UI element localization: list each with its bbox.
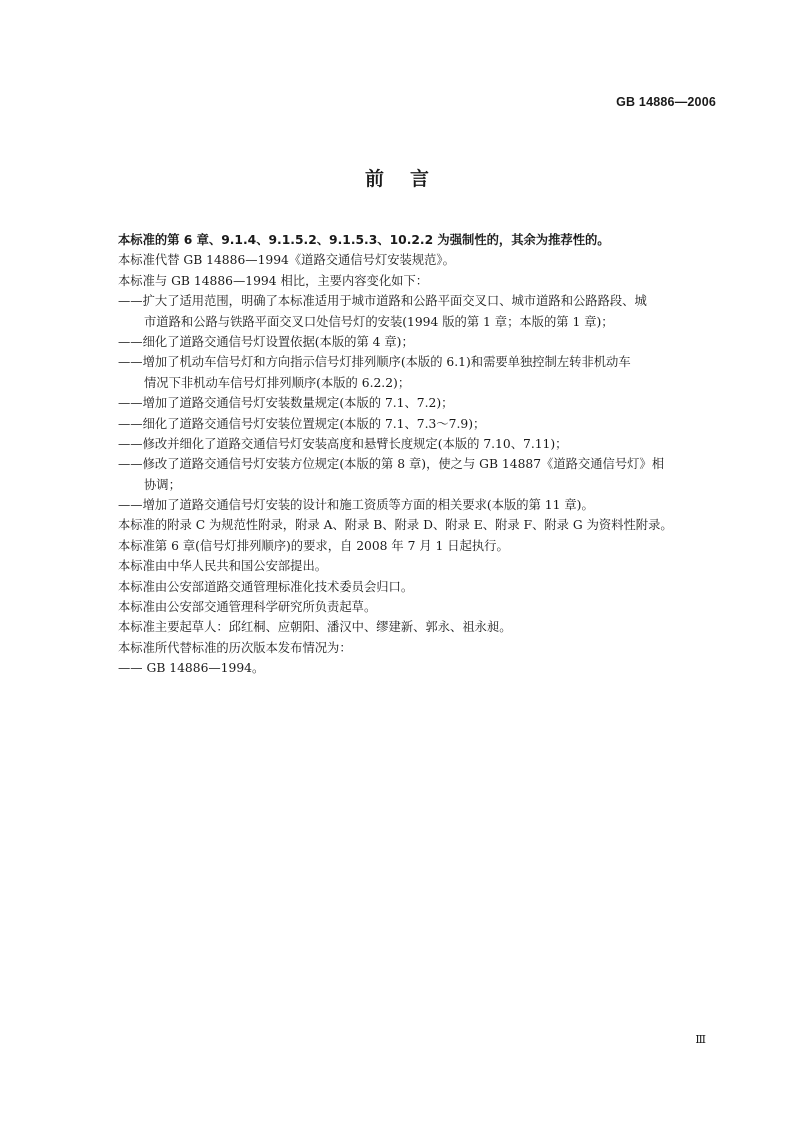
replacement-statement: 本标准代替 GB 14886—1994《道路交通信号灯安装规范》。 [118,253,455,268]
foreword-body [118,230,724,679]
proposer-statement: 本标准由中华人民共和国公安部提出。 [118,559,328,574]
page-title: 前言 [364,168,455,190]
history-intro: 本标准所代替标准的历次版本发布情况为： [118,640,352,655]
document-number: GB 14886—2006 [616,95,716,109]
page-number: Ⅲ [695,1034,706,1046]
change-item-scope: ——扩大了适用范围，明确了本标准适用于城市道路和公路平面交叉口、城市道路和公路路段、城 [118,294,647,309]
annex-statement: 本标准的附录 C 为规范性附录，附录 A、附录 B、附录 D、附录 E、附录 F、附录 G 为资料性附录。 [118,518,673,533]
effective-date-statement: 本标准第 6 章(信号灯排列顺序)的要求，自 2008 年 7 月 1 日起执行。 [118,538,509,553]
committee-statement: 本标准由公安部道路交通管理标准化技术委员会归口。 [118,579,414,594]
change-item-orientation: ——修改了道路交通信号灯安装方位规定(本版的第 8 章)，使之与 GB 14887《道路交通信号灯》相 [118,457,665,472]
change-item-order: ——增加了机动车信号灯和方向指示信号灯排列顺序(本版的 6.1)和需要单独控制左转非机动车 [118,355,631,370]
change-item-basis: ——细化了道路交通信号灯设置依据(本版的第 4 章)； [118,334,414,349]
change-item-orientation-cont: 协调； [144,477,181,492]
change-item-order-cont: 情况下非机动车信号灯排列顺序(本版的 6.2.2)； [144,375,411,390]
change-item-quantity: ——增加了道路交通信号灯安装数量规定(本版的 7.1、7.2)； [118,396,454,411]
change-item-height: ——修改并细化了道路交通信号灯安装高度和悬臂长度规定(本版的 7.10、7.11)； [118,436,568,451]
change-item-qualification: ——增加了道路交通信号灯安装的设计和施工资质等方面的相关要求(本版的第 11 章)。 [118,498,594,513]
drafters-statement: 本标准主要起草人：邱红桐、应朝阳、潘汉中、缪建新、郭永、祖永昶。 [118,620,512,635]
drafting-unit-statement: 本标准由公安部交通管理科学研究所负责起草。 [118,600,377,615]
changes-intro: 本标准与 GB 14886—1994 相比，主要内容变化如下： [118,273,429,288]
change-item-scope-cont: 市道路和公路与铁路平面交叉口处信号灯的安装(1994 版的第 1 章；本版的第 1 章)； [144,314,614,329]
history-item: —— GB 14886—1994。 [118,661,265,676]
change-item-position: ——细化了道路交通信号灯安装位置规定(本版的 7.1、7.3～7.9)； [118,416,486,431]
mandatory-clause-statement: 本标准的第 6 章、9.1.4、9.1.5.2、9.1.5.3、10.2.2 为强制性的，其余为推荐性的。 [118,233,610,247]
